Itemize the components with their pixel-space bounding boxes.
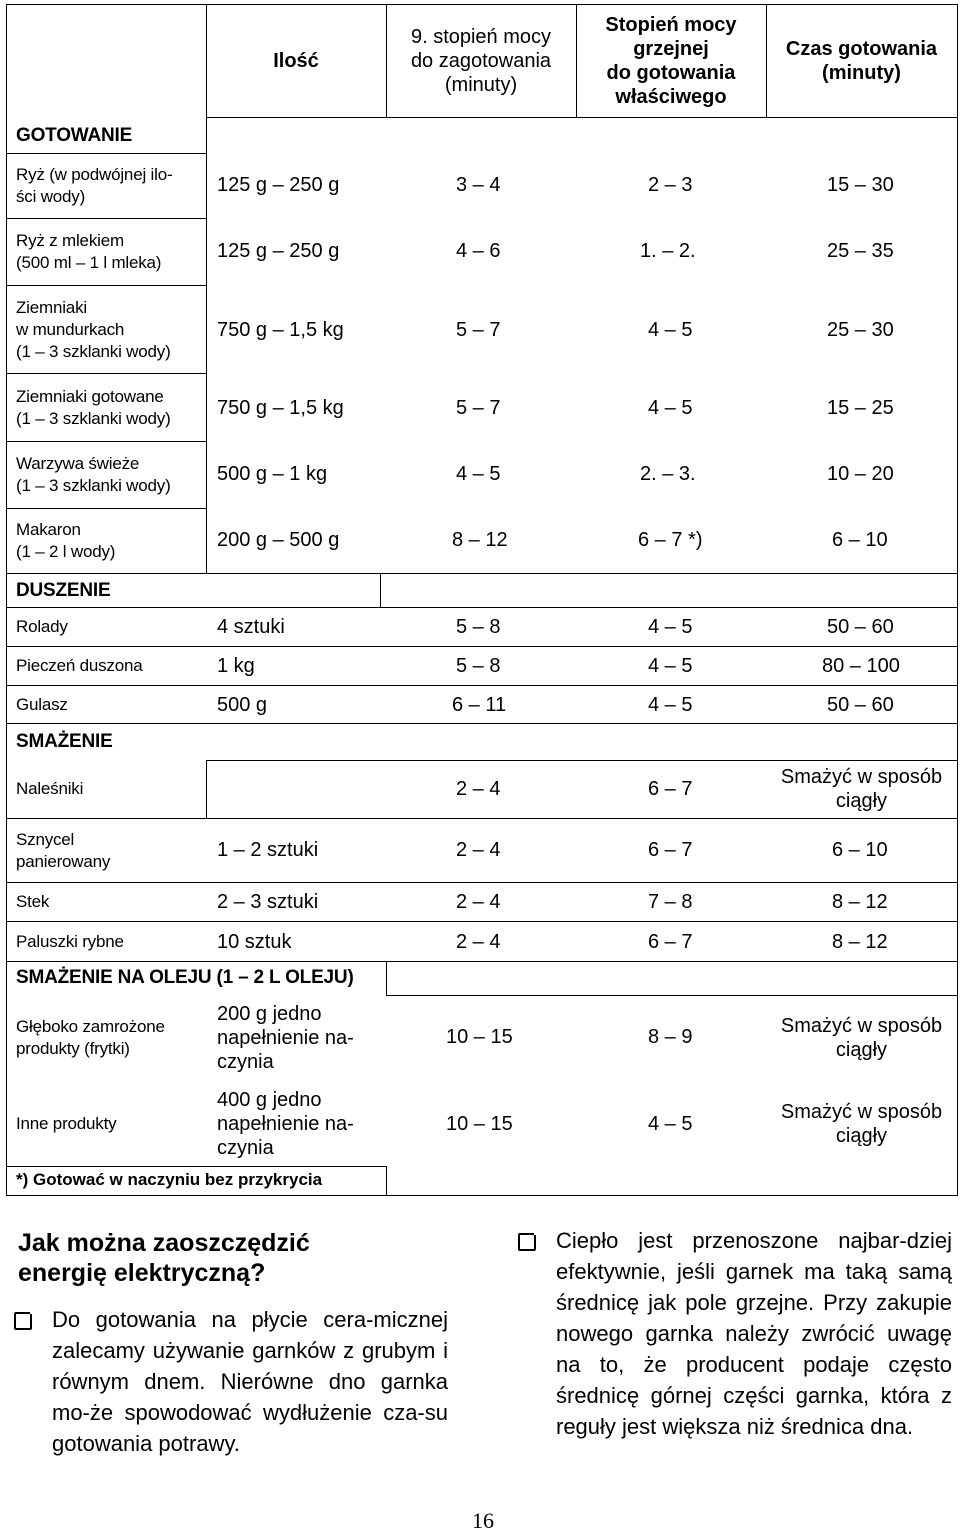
row-p9: 5 – 8 <box>456 616 501 638</box>
row-p9: 10 – 15 <box>446 1026 513 1048</box>
row-qty: 200 g jedno napełnienie na- czynia <box>217 1003 354 1073</box>
row-time: 15 – 30 <box>827 174 894 196</box>
row-p9: 5 – 7 <box>456 397 501 419</box>
row-qty: 500 g <box>217 694 268 716</box>
row-p9: 8 – 12 <box>452 529 508 551</box>
row-pc: 4 – 5 <box>648 1113 693 1135</box>
row-label: Rolady <box>16 617 68 636</box>
row-time: 8 – 12 <box>832 891 888 913</box>
row-p9: 2 – 4 <box>456 891 501 913</box>
row-pc: 6 – 7 <box>648 931 693 953</box>
row-p9: 4 – 5 <box>456 463 501 485</box>
row-label: Ziemniaki w mundurkach (1 – 3 szklanki wody) <box>16 297 171 361</box>
row-time: 50 – 60 <box>827 616 894 638</box>
row-label: Gulasz <box>16 694 68 714</box>
row-pc: 4 – 5 <box>648 616 693 638</box>
row-time: 6 – 10 <box>832 839 888 861</box>
row-pc: 8 – 9 <box>648 1026 693 1048</box>
row-pc: 7 – 8 <box>648 891 693 913</box>
section-gotowanie: GOTOWANIE <box>16 125 133 146</box>
row-pc: 4 – 5 <box>648 694 693 716</box>
row-time: 6 – 10 <box>832 529 888 551</box>
table-footnote: *) Gotować w naczyniu bez przykrycia <box>16 1170 323 1189</box>
checkbox-icon <box>518 1233 536 1251</box>
row-qty: 500 g – 1 kg <box>217 463 328 485</box>
row-label: Makaron (1 – 2 l wody) <box>16 520 116 561</box>
section-smazenie-olej: SMAŻENIE NA OLEJU (1 – 2 L OLEJU) <box>16 967 354 988</box>
row-label: Ryż (w podwójnej ilo- ści wody) <box>16 165 173 206</box>
row-time: 15 – 25 <box>827 397 894 419</box>
page-number: 16 <box>472 1508 494 1533</box>
row-pc: 4 – 5 <box>648 655 693 677</box>
checkbox-icon <box>14 1312 32 1330</box>
row-p9: 2 – 4 <box>456 778 501 800</box>
row-qty: 200 g – 500 g <box>217 529 340 551</box>
row-pc: 6 – 7 <box>648 778 693 800</box>
row-label: Stek <box>16 892 50 911</box>
row-label: Głęboko zamrożone produkty (frytki) <box>16 1017 165 1058</box>
row-time: Smażyć w sposób ciągły <box>780 1101 943 1147</box>
row-qty: 1 kg <box>217 655 255 677</box>
row-label: Pieczeń duszona <box>16 656 143 675</box>
row-label: Ryż z mlekiem (500 ml – 1 l mleka) <box>16 231 162 272</box>
header-time: Czas gotowania (minuty) <box>785 37 938 84</box>
header-quantity: Ilość <box>273 49 319 72</box>
row-time: 25 – 30 <box>827 319 894 341</box>
row-qty: 125 g – 250 g <box>217 174 340 196</box>
row-time: 80 – 100 <box>822 655 900 677</box>
row-qty: 1 – 2 sztuki <box>217 839 319 861</box>
tip-left-text: Do gotowania na płycie cera-micznej zalecamy używanie garnków z grubym i równym dnem. Nierówne dno garnka mo-że spowodować wydłużenie cza-su gotowania potrawy. <box>52 1307 448 1456</box>
row-qty: 750 g – 1,5 kg <box>217 397 344 419</box>
row-qty: 4 sztuki <box>217 616 285 638</box>
row-pc: 1. – 2. <box>640 240 696 262</box>
row-p9: 2 – 4 <box>456 839 501 861</box>
row-label: Warzywa świeże (1 – 3 szklanki wody) <box>16 454 171 495</box>
row-time: 50 – 60 <box>827 694 894 716</box>
row-qty: 400 g jedno napełnienie na- czynia <box>217 1089 354 1159</box>
row-p9: 5 – 7 <box>456 319 501 341</box>
row-p9: 2 – 4 <box>456 931 501 953</box>
row-p9: 10 – 15 <box>446 1113 513 1135</box>
row-qty: 125 g – 250 g <box>217 240 340 262</box>
row-label: Sznycel panierowany <box>16 829 111 871</box>
row-time: Smażyć w sposób ciągły <box>780 1015 943 1061</box>
row-label: Paluszki rybne <box>16 931 124 951</box>
tips-heading: Jak można zaoszczędzić energię elektryczną? <box>18 1229 310 1287</box>
row-qty: 750 g – 1,5 kg <box>217 319 344 341</box>
tip-left <box>14 1304 448 1459</box>
row-p9: 5 – 8 <box>456 655 501 677</box>
row-time: Smażyć w sposób ciągły <box>780 766 943 812</box>
tip-right-text: Ciepło jest przenoszone najbar-dziej efektywnie, jeśli garnek ma taką samą średnicę jak pole grzejne. Przy zakupie nowego garnka należy zwrócić uwagę na to, że producent podaje często średnicę górnej części garnka, która z reguły jest większa niż średnica dna. <box>556 1228 952 1439</box>
row-pc: 2 – 3 <box>648 174 693 196</box>
section-duszenie: DUSZENIE <box>16 580 111 601</box>
row-pc: 6 – 7 *) <box>638 529 703 551</box>
row-label: Inne produkty <box>16 1114 117 1133</box>
tip-right <box>518 1225 952 1442</box>
row-label: Ziemniaki gotowane (1 – 3 szklanki wody) <box>16 386 171 428</box>
row-p9: 3 – 4 <box>456 174 501 196</box>
row-time: 25 – 35 <box>827 240 894 262</box>
row-qty: 2 – 3 sztuki <box>217 891 319 913</box>
row-label: Naleśniki <box>16 779 84 798</box>
row-pc: 4 – 5 <box>648 397 693 419</box>
row-time: 8 – 12 <box>832 931 888 953</box>
row-time: 10 – 20 <box>827 463 894 485</box>
header-power9: 9. stopień mocy do zagotowania (minuty) <box>410 25 552 96</box>
row-pc: 2. – 3. <box>640 463 696 485</box>
header-power-cooking: Stopień mocy grzejnej do gotowania właściwego <box>605 13 737 108</box>
section-smazenie: SMAŻENIE <box>16 731 113 752</box>
row-pc: 6 – 7 <box>648 839 693 861</box>
row-p9: 6 – 11 <box>452 694 507 716</box>
row-qty: 10 sztuk <box>217 931 292 953</box>
row-p9: 4 – 6 <box>456 240 501 262</box>
row-pc: 4 – 5 <box>648 319 693 341</box>
